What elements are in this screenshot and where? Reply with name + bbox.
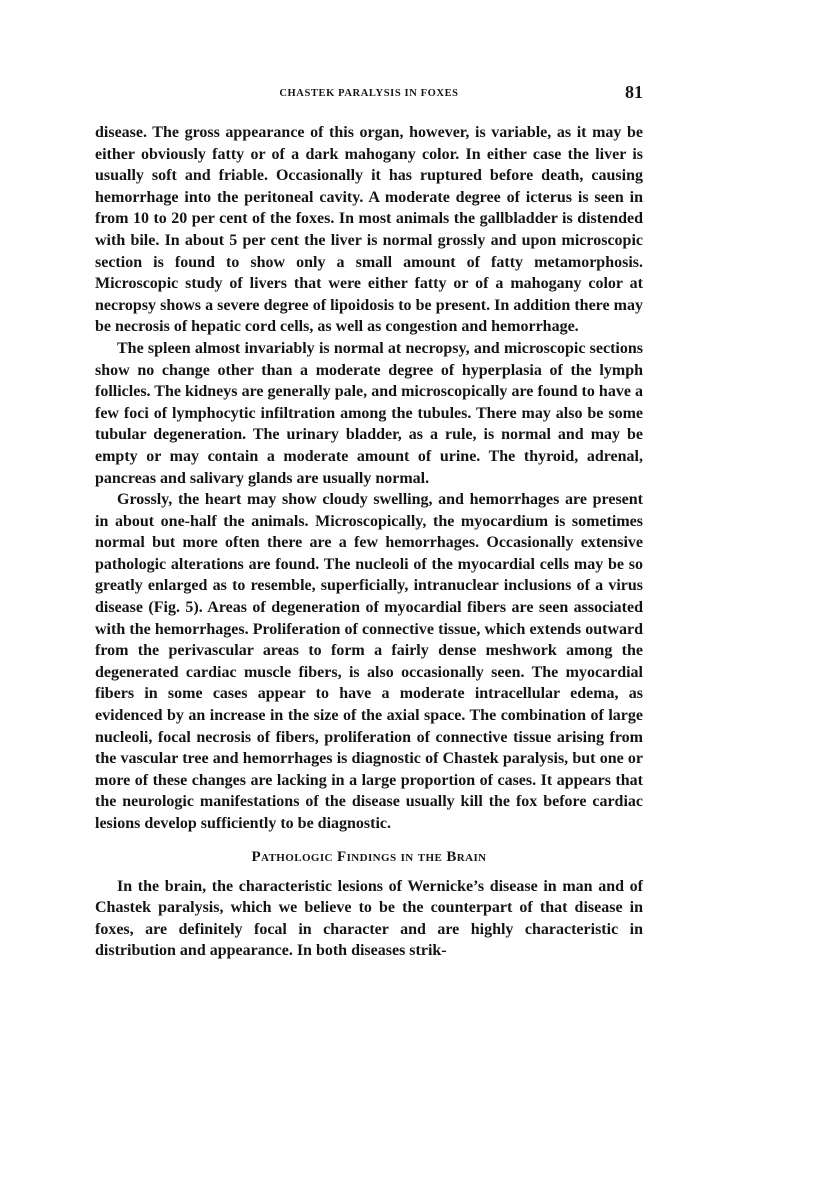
running-head <box>95 82 643 104</box>
page-number: 81 <box>625 82 643 102</box>
paragraph-brain: In the brain, the characteristic lesions of Wernicke’s disease in man and of Chastek paralysis, which we believe to be the counterpart of that disease in foxes, are definitely focal in character and are highly characteristic in distribution and appearance. In both diseases strik- <box>95 877 643 960</box>
paragraph-liver: disease. The gross appearance of this organ, however, is variable, as it may be either obviously fatty or of a dark mahogany color. In either case the liver is usually soft and friable. Occasionally it has ruptured before death, causing hemorrhage into the peritoneal cavity. A moderate degree of icterus is seen in from 10 to 20 per cent of the foxes. In most animals the gallbladder is distended with bile. In about 5 per cent the liver is normal grossly and upon microscopic section is found to show only a small amount of fatty metamorphosis. Microscopic study of livers that were either fatty or of a mahogany color at necropsy shows a severe degree of lipoidosis to be present. In addition there may be necrosis of hepatic cord cells, as well as congestion and hemorrhage. <box>95 124 643 336</box>
paragraph-spleen-kidneys: The spleen almost invariably is normal at necropsy, and microscopic sections show no change other than a moderate degree of hyperplasia of the lymph follicles. The kidneys are generally pale, and microscopically are found to have a few foci of lymphocytic infiltration among the tubules. There may also be some tubular degeneration. The urinary bladder, as a rule, is normal and may be empty or may contain a moderate amount of urine. The thyroid, adrenal, pancreas and salivary glands are usually normal. <box>95 339 643 487</box>
body-text <box>95 122 643 962</box>
paragraph-heart: Grossly, the heart may show cloudy swelling, and hemorrhages are present in about one-half the animals. Microscopically, the myocardium is sometimes normal but more often there are a few hemorrhages. Occasionally extensive pathologic alterations are found. The nucleoli of the myocardial cells may be so greatly enlarged as to resemble, superficially, intranuclear inclusions of a virus disease (Fig. 5). Areas of degeneration of myocardial fibers are seen associated with the hemorrhages. Proliferation of connective tissue, which extends outward from the perivascular areas to form a fairly dense meshwork among the degenerated cardiac muscle fibers, is also occasionally seen. The myocardial fibers in some cases appear to have a moderate intracellular edema, as evidenced by an increase in the size of the axial space. The combination of large nucleoli, focal necrosis of fibers, proliferation of connective tissue arising from the vascular tree and hemorrhages is diagnostic of Chastek paralysis, but one or more of these changes are lacking in a large proportion of cases. It appears that the neurologic manifestations of the disease usually kill the fox before cardiac lesions develop sufficiently to be diagnostic. <box>95 491 643 832</box>
book-page <box>95 82 643 962</box>
running-title: CHASTEK PARALYSIS IN FOXES <box>279 88 459 99</box>
section-heading: Pathologic Findings in the Brain <box>251 848 487 865</box>
